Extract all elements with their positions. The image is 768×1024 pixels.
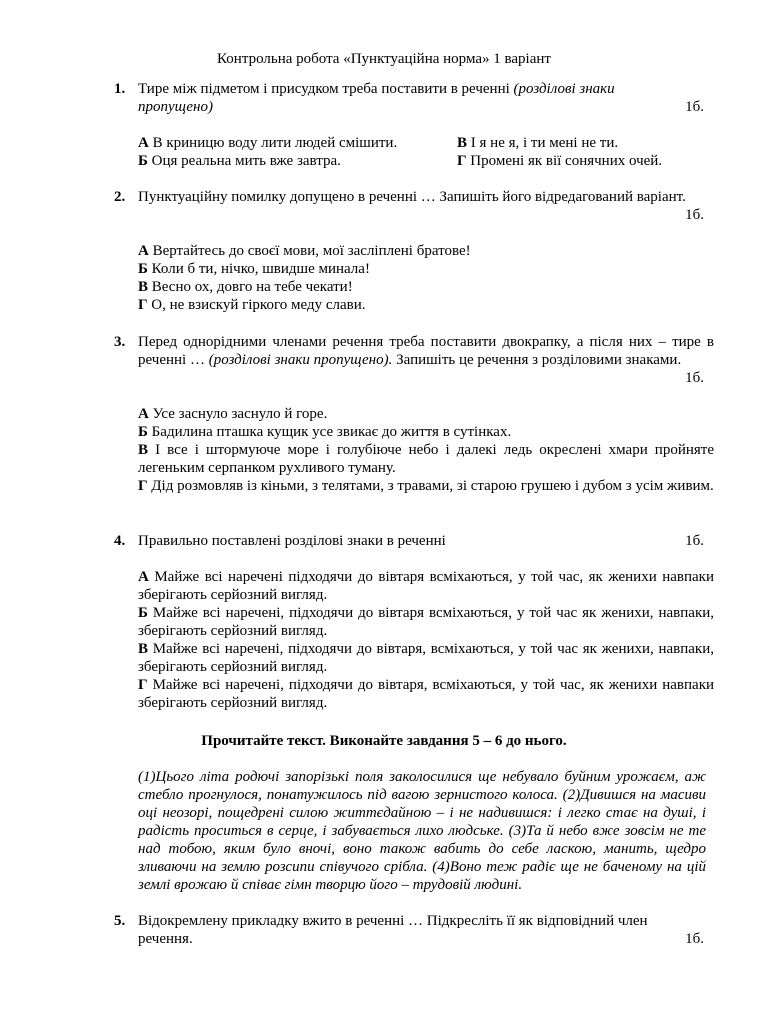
option-b: Б Бадилина пташка кущик усе звикає до життя в сутінках. [138, 424, 512, 440]
option-a: А В криницю воду лити людей смішити. [138, 135, 398, 151]
options-list [138, 242, 714, 314]
options-list [138, 134, 714, 170]
option-v: В І все і штормуюче море і голубіюче небо і далекі ледь окреслені хмари пройняте легеньким серпанком рухливого туману. [138, 442, 714, 476]
task-number: 1. [114, 81, 126, 97]
option-g: Г Дід розмовляв із кіньми, з телятами, з травами, зі старою грушею і дубом з усім живим. [138, 478, 714, 494]
option-g: Г О, не взискуй гіркого меду слави. [138, 297, 366, 313]
option-g: Г Промені як вії сонячних очей. [457, 153, 663, 169]
option-g: Г Майже всі наречені, підходячи до вівтаря, всміхаються, у той час, як женихи навпаки зберігають серйозний вигляд. [138, 677, 715, 711]
task-number: 3. [114, 334, 126, 350]
task-4 [114, 532, 714, 712]
task-number: 4. [114, 533, 126, 549]
option-a: А Усе заснуло заснуло й горе. [138, 406, 328, 422]
task-5 [114, 912, 714, 948]
task-body [138, 532, 714, 712]
points-label: 1б. [685, 533, 704, 549]
task-number: 5. [114, 913, 126, 929]
option-b: Б Майже всі наречені, підходячи до вівтаря всміхаються, у той час як женихи, навпаки, зберігають серйозний вигляд. [138, 605, 715, 639]
task-2 [114, 188, 714, 314]
option-v: В Майже всі наречені, підходячи до вівтаря, всміхаються, у той час як женихи, навпаки, зберігають серйозний вигляд. [138, 641, 715, 675]
task-number: 2. [114, 189, 126, 205]
option-a: А Вертайтесь до своєї мови, мої засліплені братове! [138, 243, 471, 259]
option-a: А Майже всі наречені підходячи до вівтаря всміхаються, у той час, як женихи навпаки зберігають серйозний вигляд. [138, 569, 714, 603]
task-body [138, 188, 714, 314]
reading-text: (1)Цього літа родючі запорізькі поля заколосилися ще небувало буйним урожаєм, аж стебло прогнулося, понатужилось під вагою зернистого колоса. (2)Дивишся на масиви оці неозорі, пощедрені силою життєдайною – і не надивишся: і легко стає на душі, і радість проситься в серце, і забувається лихо людське. (3)Та й небо вже зовсім не те над тобою, яким було вночі, воно також вабить до себе ласкою, манить, щедро зливаючи на землю розсипи співучого срібла. (4)Воно теж радіє ще не баченому на цій землі врожаю й співає гімн творцю його – трудовій людині. [138, 769, 706, 893]
reading-heading: Прочитайте текст. Виконайте завдання 5 – 6 до нього. [201, 733, 567, 749]
task-body [138, 912, 714, 948]
option-v: В І я не я, і ти мені не ти. [457, 135, 619, 151]
points-label: 1б. [685, 99, 704, 115]
page-title: Контрольна робота «Пунктуаційна норма» 1 варіант [217, 51, 551, 67]
task-prompt: Перед однорідними членами речення треба поставити двокрапку, а після них – тире в реченні … (розділові знаки пропущено). Запишіть це речення з розділовими знаками. [138, 334, 714, 368]
points-label: 1б. [685, 931, 704, 947]
option-b: Б Оця реальна мить вже завтра. [138, 153, 341, 169]
options-list [138, 568, 714, 712]
points-label: 1б. [685, 207, 704, 223]
options-list [138, 405, 714, 495]
task-body [138, 80, 714, 170]
task-note: (розділові знаки пропущено). [208, 352, 393, 368]
task-3 [114, 333, 714, 495]
task-prompt: Пунктуаційну помилку допущено в реченні … Запишіть його відредагований варіант. [138, 189, 686, 205]
task-body [138, 333, 714, 495]
option-v: В Весно ох, довго на тебе чекати! [138, 279, 353, 295]
option-b: Б Коли б ти, нічко, швидше минала! [138, 261, 370, 277]
task-prompt: Відокремлену прикладку вжито в реченні … Підкресліть її як відповідний член речення. [138, 913, 648, 947]
task-1 [114, 80, 714, 170]
task-prompt: Тире між підметом і присудком треба поставити в реченні (розділові знаки пропущено) [138, 81, 615, 115]
points-label: 1б. [685, 370, 704, 386]
task-note: (розділові знаки пропущено) [138, 81, 615, 115]
task-prompt: Правильно поставлені розділові знаки в реченні [138, 533, 446, 549]
